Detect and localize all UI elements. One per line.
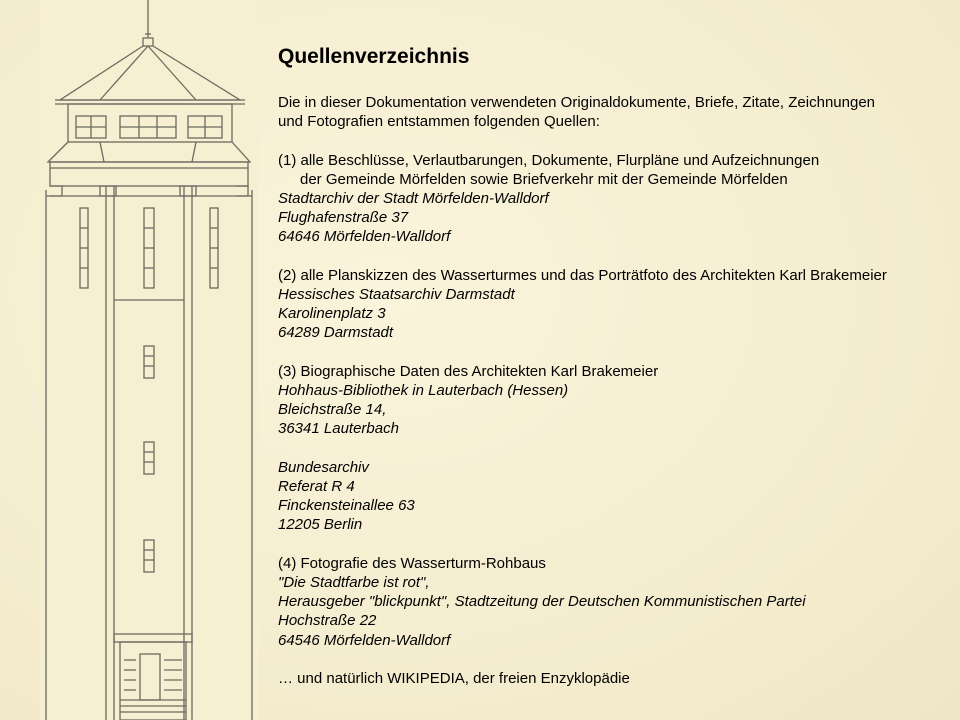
intro-line: und Fotografien entstammen folgenden Quellen: xyxy=(278,113,600,131)
source-3-address: Bleichstraße 14, xyxy=(278,401,387,419)
source-3-address-2: Referat R 4 xyxy=(278,478,355,495)
source-4-address: "Die Stadtfarbe ist rot", xyxy=(278,574,430,591)
source-3-address-2: Bundesarchiv xyxy=(278,458,369,476)
source-2-address: Karolinenplatz 3 xyxy=(278,305,386,323)
source-2-heading: (2) alle Planskizzen des Wasserturmes und das Porträtfoto des Architekten Karl Brakemeier xyxy=(278,266,887,284)
source-1-heading: (1) alle Beschlüsse, Verlautbarungen, Dokumente, Flurpläne und Aufzeichnungen xyxy=(278,151,820,169)
source-1-address: Stadtarchiv der Stadt Mörfelden-Walldorf xyxy=(278,190,549,207)
water-tower-drawing-icon xyxy=(40,0,258,720)
source-4-address: Hochstraße 22 xyxy=(278,612,377,630)
sources-list xyxy=(278,44,948,688)
source-3-address-2: 12205 Berlin xyxy=(278,516,363,534)
source-3-heading: (3) Biographische Daten des Architekten Karl Brakemeier xyxy=(278,362,659,380)
source-2-address: 64289 Darmstadt xyxy=(278,324,394,342)
intro-line: Die in dieser Dokumentation verwendeten Originaldokumente, Briefe, Zitate, Zeichnungen xyxy=(278,94,875,111)
page-title: Quellenverzeichnis xyxy=(278,45,470,68)
source-4-address: 64546 Mörfelden-Walldorf xyxy=(278,631,451,649)
source-4-heading: (4) Fotografie des Wasserturm-Rohbaus xyxy=(278,554,546,572)
source-3-address: Hohhaus-Bibliothek in Lauterbach (Hessen) xyxy=(278,382,569,399)
source-4-address: Herausgeber "blickpunkt", Stadtzeitung der Deutschen Kommunistischen Partei xyxy=(278,593,806,611)
footer-note: … und natürlich WIKIPEDIA, der freien Enzyklopädie xyxy=(278,670,630,687)
source-1-heading-cont: der Gemeinde Mörfelden sowie Briefverkehr mit der Gemeinde Mörfelden xyxy=(300,170,788,188)
source-3-address-2: Finckensteinallee 63 xyxy=(278,497,415,515)
source-2-address: Hessisches Staatsarchiv Darmstadt xyxy=(278,286,515,303)
source-3-address: 36341 Lauterbach xyxy=(278,420,399,438)
source-1-address: Flughafenstraße 37 xyxy=(278,209,409,227)
source-1-address: 64646 Mörfelden-Walldorf xyxy=(278,228,451,246)
